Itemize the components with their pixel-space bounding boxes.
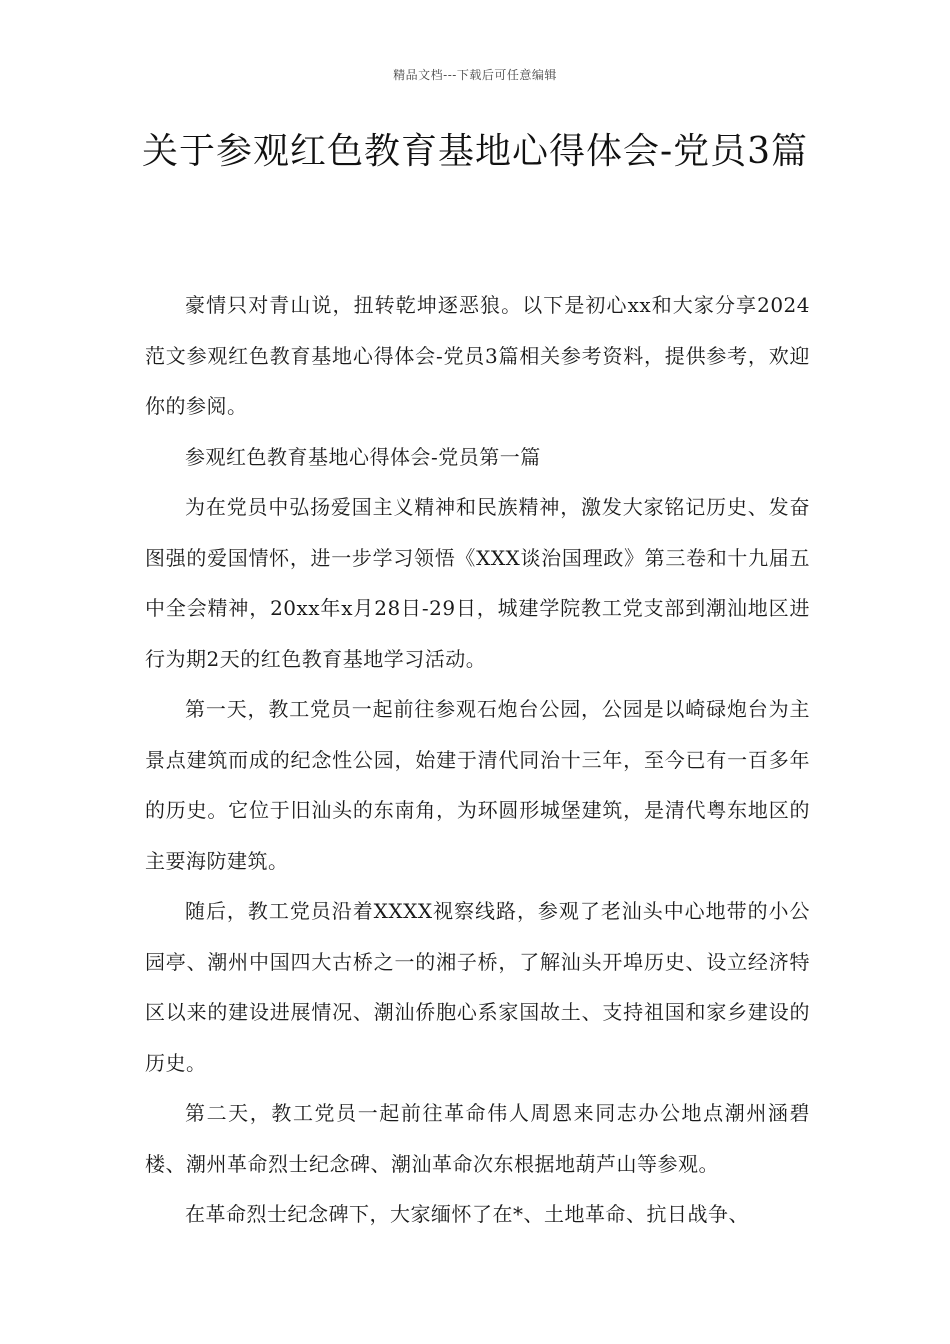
paragraph: 第二天，教工党员一起前往革命伟人周恩来同志办公地点潮州涵碧楼、潮州革命烈士纪念碑、潮汕革命次东根据地葫芦山等参观。 <box>145 1101 810 1176</box>
paragraph: 随后，教工党员沿着XXXX视察线路，参观了老汕头中心地带的小公园亭、潮州中国四大古桥之一的湘子桥，了解汕头开埠历史、设立经济特区以来的建设进展情况、潮汕侨胞心系家国故土、支持祖国和家乡建设的历史。 <box>145 899 810 1075</box>
header-note: 精品文档---下载后可任意编辑 <box>393 68 557 82</box>
section-heading: 参观红色教育基地心得体会-党员第一篇 <box>185 444 541 469</box>
paragraph-intro: 豪情只对青山说，扭转乾坤逐恶狼。以下是初心xx和大家分享2024范文参观红色教育基地心得体会-党员3篇相关参考资料，提供参考，欢迎你的参阅。 <box>145 293 810 418</box>
document-title: 关于参观红色教育基地心得体会-党员3篇 <box>141 131 809 172</box>
paragraph: 在革命烈士纪念碑下，大家缅怀了在*、土地革命、抗日战争、 <box>185 1202 749 1226</box>
paragraph: 为在党员中弘扬爱国主义精神和民族精神，激发大家铭记历史、发奋图强的爱国情怀，进一步学习领悟《XXX谈治国理政》第三卷和十九届五中全会精神，20xx年x月28日-29日，城建学院教工党支部到潮汕地区进行为期2天的红色教育基地学习活动。 <box>145 495 810 671</box>
document-body <box>145 280 810 1240</box>
paragraph: 第一天，教工党员一起前往参观石炮台公园，公园是以崎碌炮台为主景点建筑而成的纪念性公园，始建于清代同治十三年，至今已有一百多年的历史。它位于旧汕头的东南角，为环圆形城堡建筑，是清代粤东地区的主要海防建筑。 <box>145 697 810 873</box>
